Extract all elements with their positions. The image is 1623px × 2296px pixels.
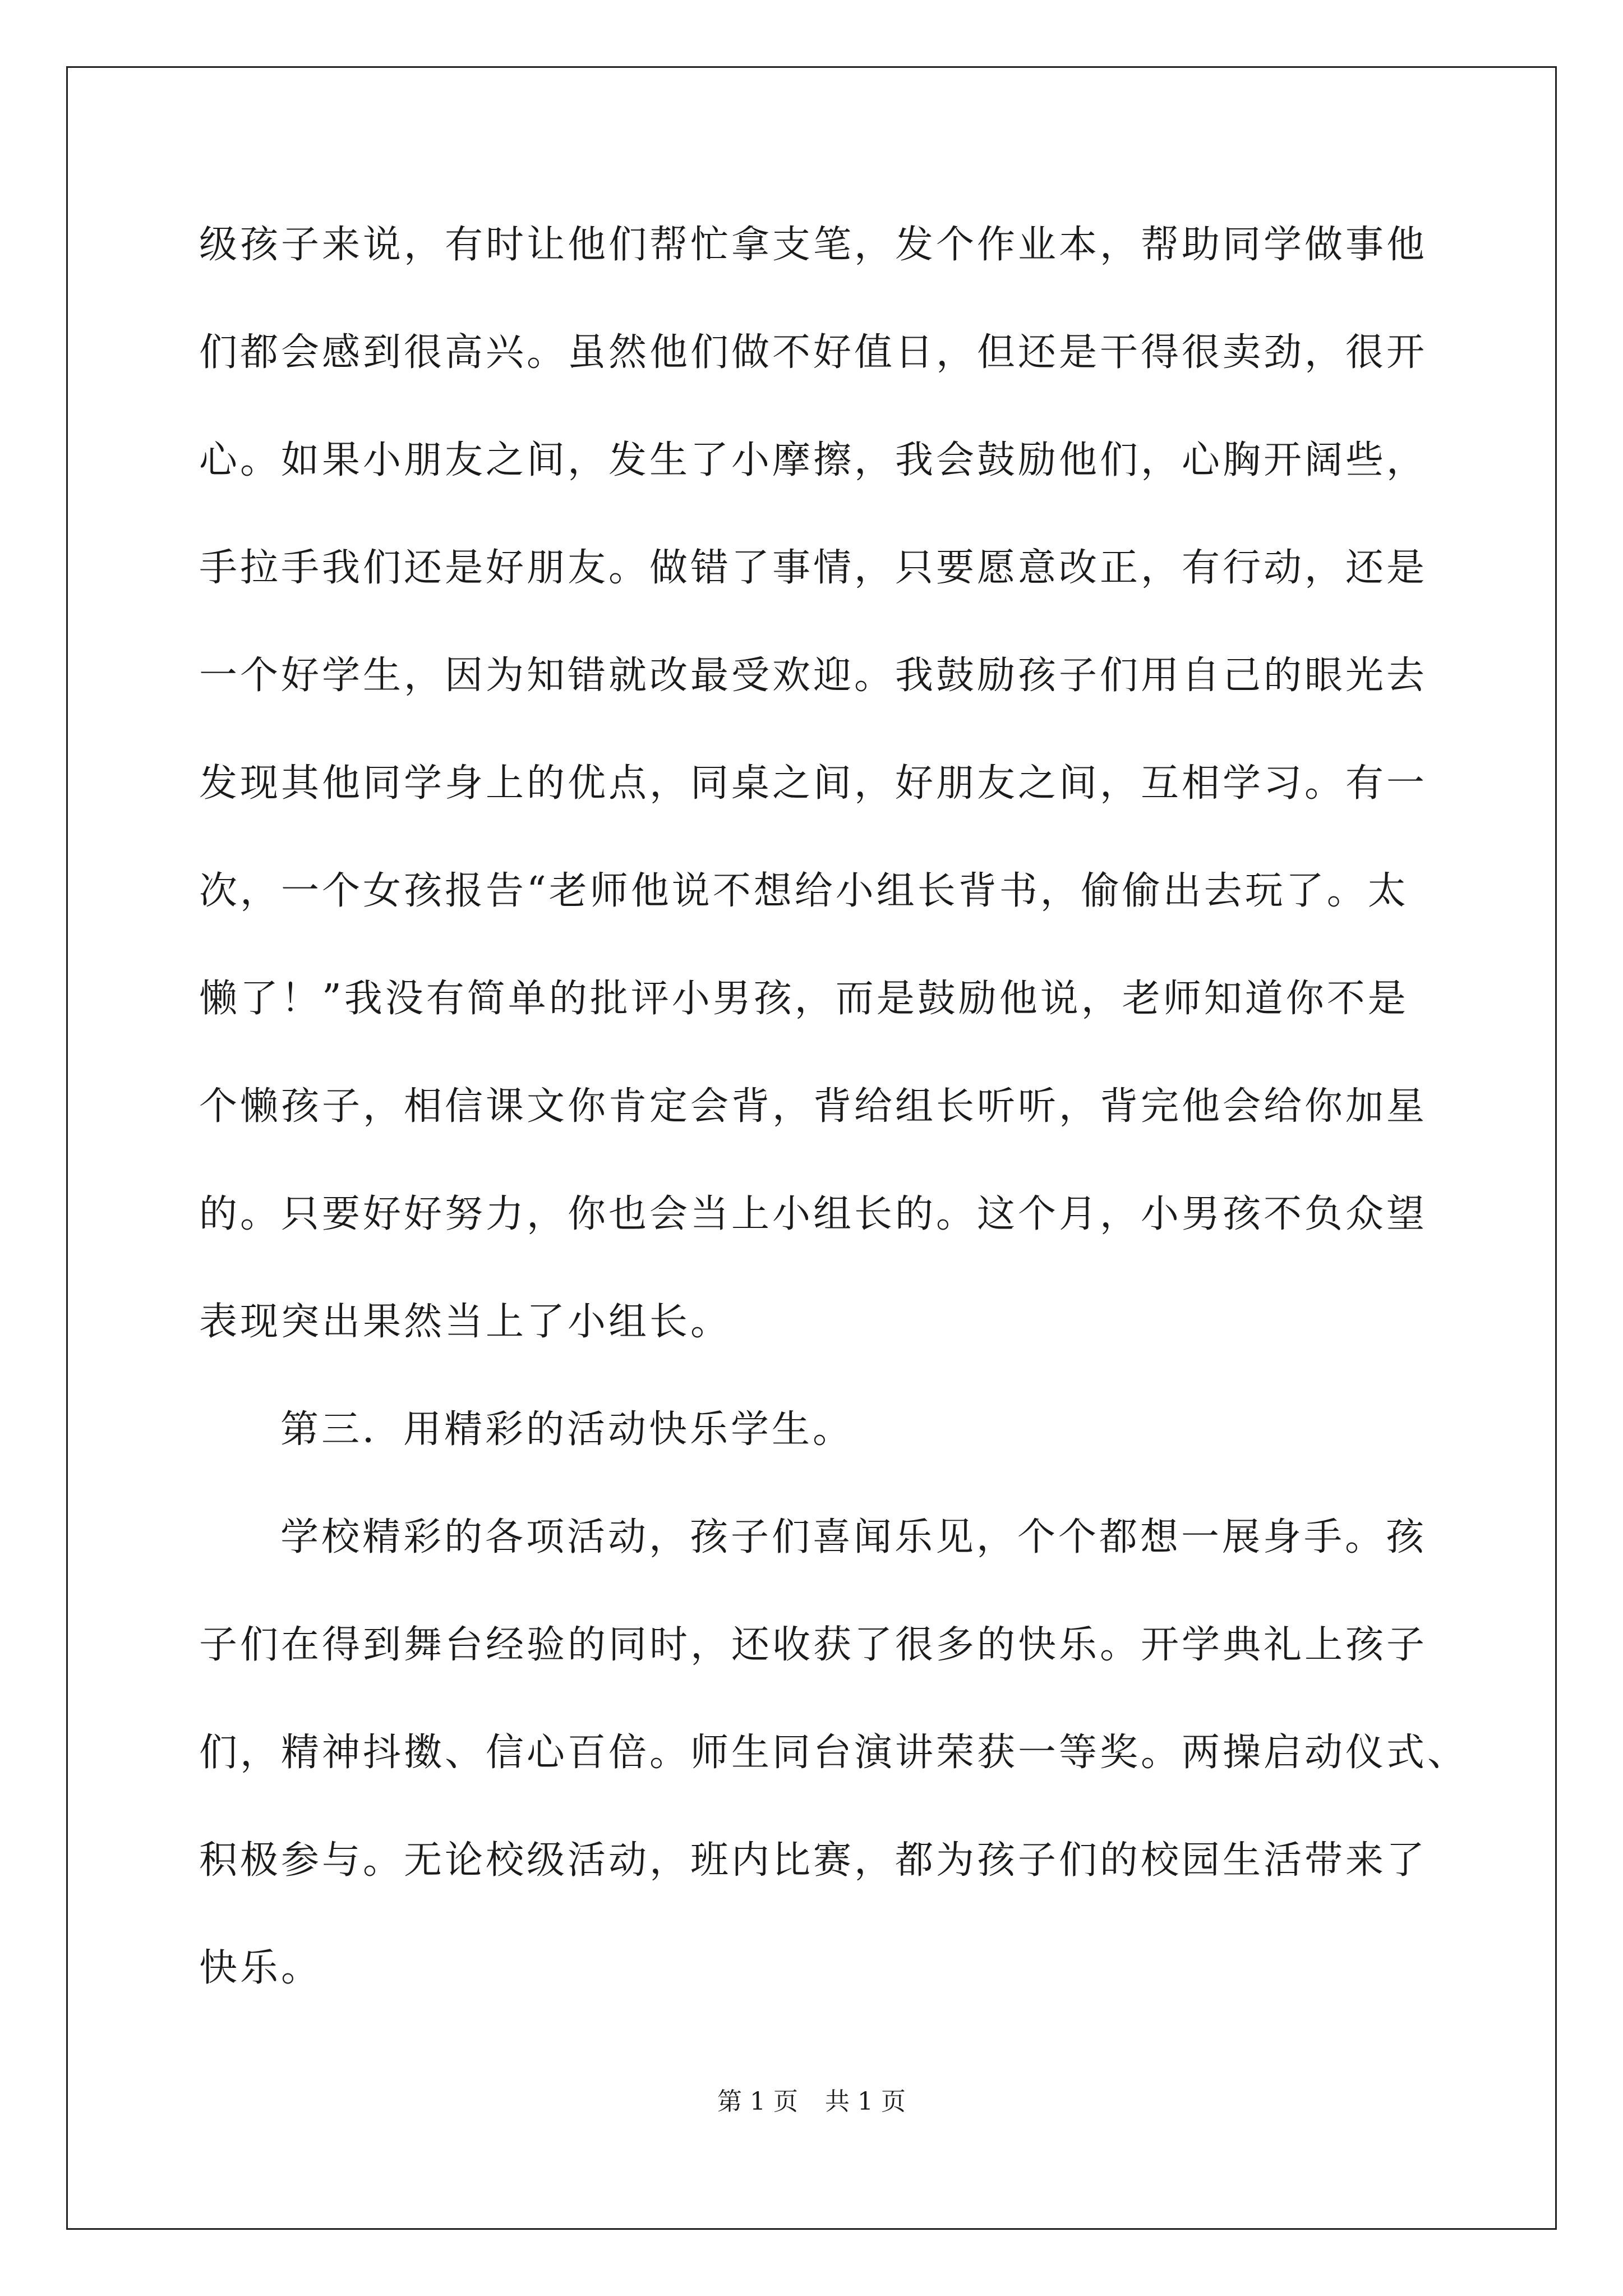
paragraph-line: 们都会感到很高兴。虽然他们做不好值日，但还是干得很卖劲，很开	[199, 330, 1428, 375]
paragraph-line: 次，一个女孩报告“老师他说不想给小组长背书，偷偷出去玩了。太	[199, 869, 1409, 913]
paragraph-line: 的。只要好好努力，你也会当上小组长的。这个月，小男孩不负众望	[199, 1192, 1428, 1236]
paragraph-line: 们，精神抖擞、信心百倍。师生同台演讲荣获一等奖。两操启动仪式、	[199, 1731, 1469, 1775]
paragraph-line: 学校精彩的各项活动，孩子们喜闻乐见，个个都想一展身手。孩	[280, 1515, 1427, 1559]
page-total: 共 1 页	[825, 2087, 906, 2116]
paragraph-line: 手拉手我们还是好朋友。做错了事情，只要愿意改正，有行动，还是	[199, 546, 1428, 590]
paragraph-line: 发现其他同学身上的优点，同桌之间，好朋友之间，互相学习。有一	[199, 761, 1428, 806]
paragraph-line: 心。如果小朋友之间，发生了小摩擦，我会鼓励他们，心胸开阔些，	[199, 438, 1428, 482]
document-body	[199, 209, 1469, 2040]
paragraph-line: 级孩子来说，有时让他们帮忙拿支笔，发个作业本，帮助同学做事他	[199, 223, 1428, 267]
paragraph-line: 快乐。	[199, 1946, 322, 1990]
page-footer	[0, 2081, 1623, 2117]
page-number: 第 1 页	[717, 2087, 798, 2116]
paragraph-line: 子们在得到舞台经验的同时，还收获了很多的快乐。开学典礼上孩子	[199, 1623, 1428, 1667]
section-heading: 第三．用精彩的活动快乐学生。	[280, 1407, 854, 1452]
paragraph-line: 个懒孩子，相信课文你肯定会背，背给组长听听，背完他会给你加星	[199, 1084, 1428, 1129]
paragraph-line: 一个好学生，因为知错就改最受欢迎。我鼓励孩子们用自己的眼光去	[199, 654, 1428, 698]
paragraph-line: 表现突出果然当上了小组长。	[199, 1300, 732, 1344]
paragraph-line: 积极参与。无论校级活动，班内比赛，都为孩子们的校园生活带来了	[199, 1838, 1428, 1883]
paragraph-line: 懒了！”我没有简单的批评小男孩，而是鼓励他说，老师知道你不是	[199, 977, 1409, 1021]
